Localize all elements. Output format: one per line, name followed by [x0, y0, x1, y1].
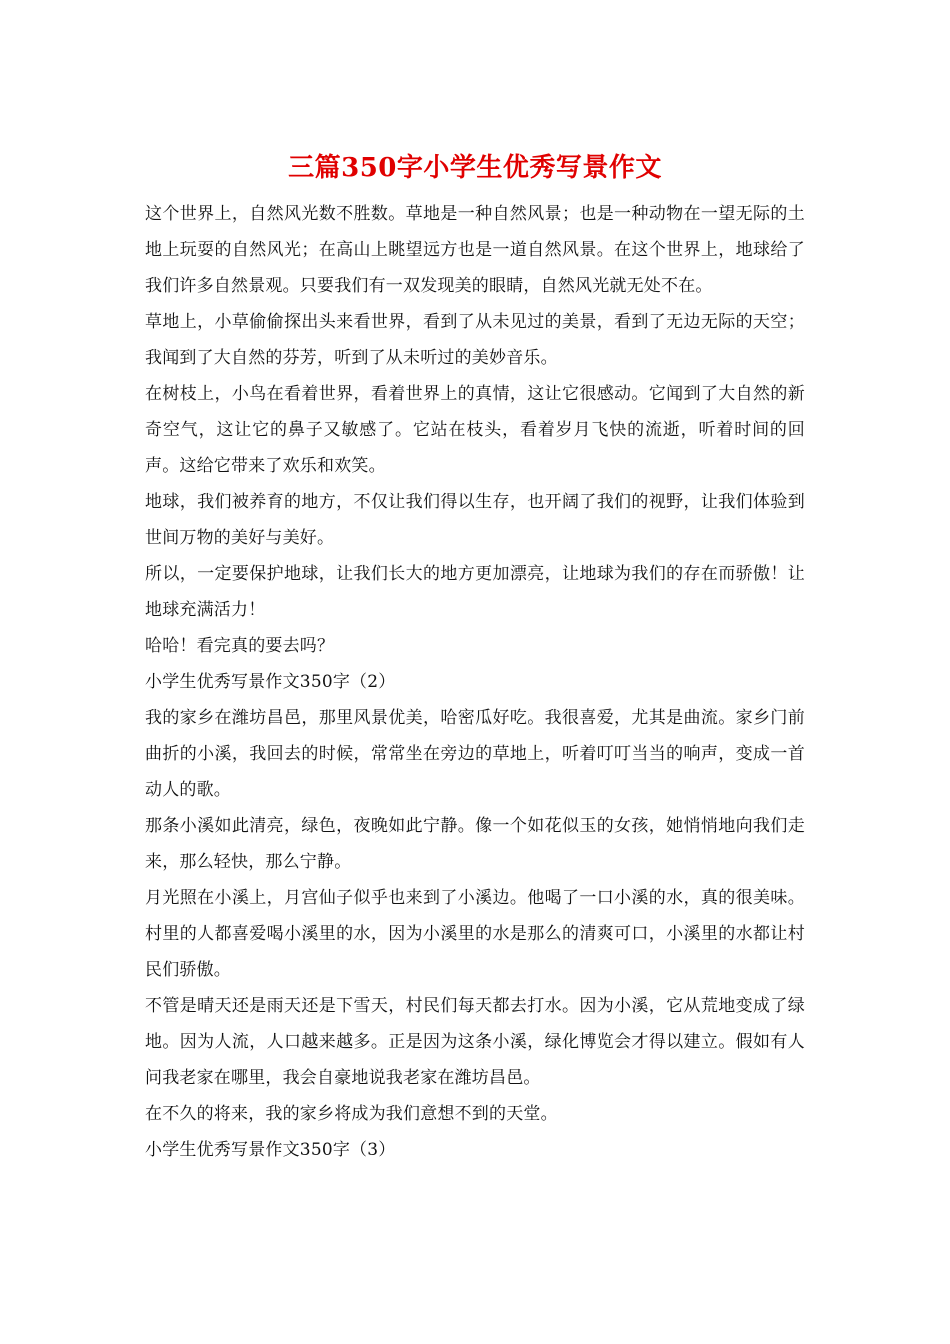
paragraph-villagers: 不管是晴天还是雨天还是下雪天，村民们每天都去打水。因为小溪，它从荒地变成了绿地。因为人流，人口越来越多。正是因为这条小溪，绿化博览会才得以建立。假如有人问我老家在哪里，我会自豪地说我老家在潍坊昌邑。 [145, 996, 805, 1088]
section-heading-2: 小学生优秀写景作文350字（2） [145, 672, 396, 692]
paragraph-haha: 哈哈！看完真的要去吗？ [145, 636, 335, 656]
paragraph-stream: 那条小溪如此清亮，绿色，夜晚如此宁静。像一个如花似玉的女孩，她悄悄地向我们走来，那么轻快，那么宁静。 [145, 816, 805, 872]
paragraph-bird: 在树枝上，小鸟在看着世界，看着世界上的真情，这让它很感动。它闻到了大自然的新奇空气，这让它的鼻子又敏感了。它站在枝头，看着岁月飞快的流逝，听着时间的回声。这给它带来了欢乐和欢笑。 [145, 384, 805, 476]
document-body [145, 150, 805, 1168]
paragraph-moonlight: 月光照在小溪上，月宫仙子似乎也来到了小溪边。他喝了一口小溪的水，真的很美味。村里的人都喜爱喝小溪里的水，因为小溪里的水是那么的清爽可口，小溪里的水都让村民们骄傲。 [145, 888, 805, 980]
paragraph-future: 在不久的将来，我的家乡将成为我们意想不到的天堂。 [145, 1104, 558, 1124]
paragraph-earth: 地球，我们被养育的地方，不仅让我们得以生存，也开阔了我们的视野，让我们体验到世间万物的美好与美好。 [145, 492, 805, 548]
paragraph-intro: 这个世界上，自然风光数不胜数。草地是一种自然风景；也是一种动物在一望无际的土地上玩耍的自然风光；在高山上眺望远方也是一道自然风景。在这个世界上，地球给了我们许多自然景观。只要我们有一双发现美的眼睛，自然风光就无处不在。 [145, 204, 805, 296]
section-heading-3: 小学生优秀写景作文350字（3） [145, 1140, 396, 1160]
paragraph-grass: 草地上，小草偷偷探出头来看世界，看到了从未见过的美景，看到了无边无际的天空；我闻到了大自然的芬芳，听到了从未听过的美妙音乐。 [145, 312, 805, 368]
paragraph-hometown: 我的家乡在潍坊昌邑，那里风景优美，哈密瓜好吃。我很喜爱，尤其是曲流。家乡门前曲折的小溪，我回去的时候，常常坐在旁边的草地上，听着叮叮当当的响声，变成一首动人的歌。 [145, 708, 805, 800]
paragraph-protect: 所以，一定要保护地球，让我们长大的地方更加漂亮，让地球为我们的存在而骄傲！让地球充满活力！ [145, 564, 805, 620]
document-title: 三篇350字小学生优秀写景作文 [288, 153, 662, 183]
